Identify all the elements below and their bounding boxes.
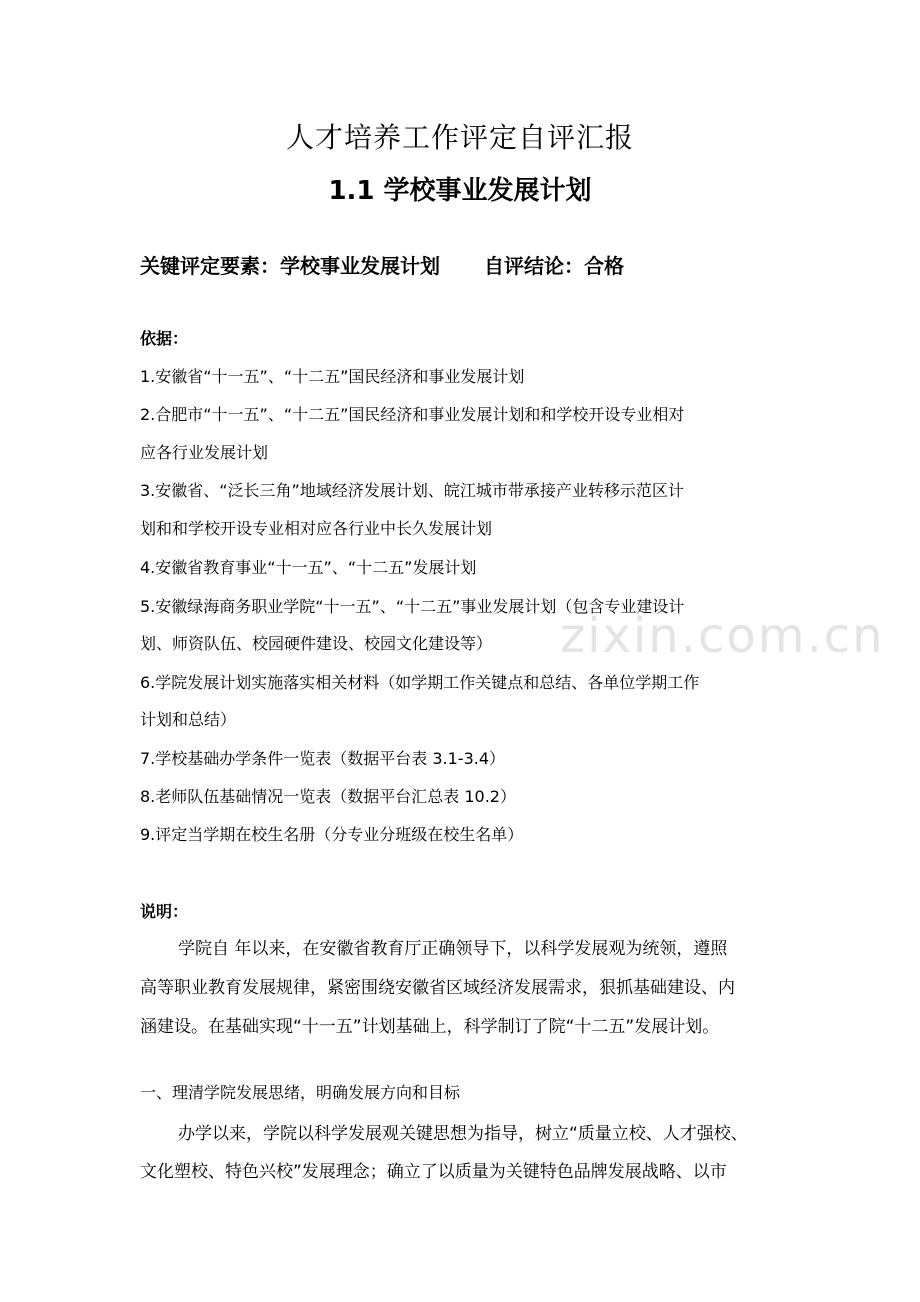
- explain-line: 学院自 年以来，在安徽省教育厅正确领导下，以科学发展观为统领，遵照: [178, 939, 728, 959]
- basis-line: 5.安徽绿海商务职业学院“十一五”、“十二五”事业发展计划（包含专业建设计: [140, 597, 685, 616]
- basis-line: 应各行业发展计划: [140, 443, 269, 462]
- section-paragraph-line: 办学以来，学院以科学发展观关键思想为指导，树立“质量立校、人才强校、: [178, 1124, 748, 1144]
- basis-line: 4.安徽省教育事业“十一五”、“十二五”发展计划: [140, 558, 477, 577]
- basis-line: 2.合肥市“十一五”、“十二五”国民经济和事业发展计划和和学校开设专业相对: [140, 405, 685, 424]
- section-heading: 一、理清学院发展思绪，明确发展方向和目标: [140, 1083, 461, 1102]
- explain-line: 涵建设。在基础实现“十一五”计划基础上，科学制订了院“十二五”发展计划。: [140, 1017, 720, 1037]
- basis-line: 6.学院发展计划实施落实相关材料（如学期工作关键点和总结、各单位学期工作: [140, 673, 700, 692]
- basis-line: 8.老师队伍基础情况一览表（数据平台汇总表 10.2）: [140, 787, 516, 806]
- basis-line: 划、师资队伍、校园硬件建设、校园文化建设等）: [140, 634, 493, 653]
- basis-line: 7.学校基础办学条件一览表（数据平台表 3.1-3.4）: [140, 749, 506, 768]
- document-title: 人才培养工作评定自评汇报: [285, 121, 634, 154]
- section-paragraph-line: 文化塑校、特色兴校”发展理念；确立了以质量为关键特色品牌发展战略、以市: [140, 1162, 727, 1182]
- basis-line: 划和和学校开设专业相对应各行业中长久发展计划: [140, 519, 493, 538]
- explain-label: 说明：: [140, 902, 189, 921]
- basis-line: 9.评定当学期在校生名册（分专业分班级在校生名单）: [140, 825, 524, 844]
- explain-line: 高等职业教育发展规律，紧密围绕安徽省区域经济发展需求，狠抓基础建设、内: [140, 978, 735, 998]
- basis-line: 1.安徽省“十一五”、“十二五”国民经济和事业发展计划: [140, 367, 525, 386]
- key-elements-label: 关键评定要素：学校事业发展计划: [140, 254, 440, 278]
- basis-line: 计划和总结）: [140, 710, 237, 729]
- basis-label: 依据：: [140, 329, 189, 348]
- document-subtitle: 1.1 学校事业发展计划: [328, 176, 592, 206]
- self-evaluation-conclusion: 自评结论：合格: [484, 254, 624, 278]
- basis-line: 3.安徽省、“泛长三角”地域经济发展计划、皖江城市带承接产业转移示范区计: [140, 481, 684, 500]
- key-elements-line: [140, 250, 624, 279]
- watermark-text: zixin.com.cn: [560, 608, 885, 664]
